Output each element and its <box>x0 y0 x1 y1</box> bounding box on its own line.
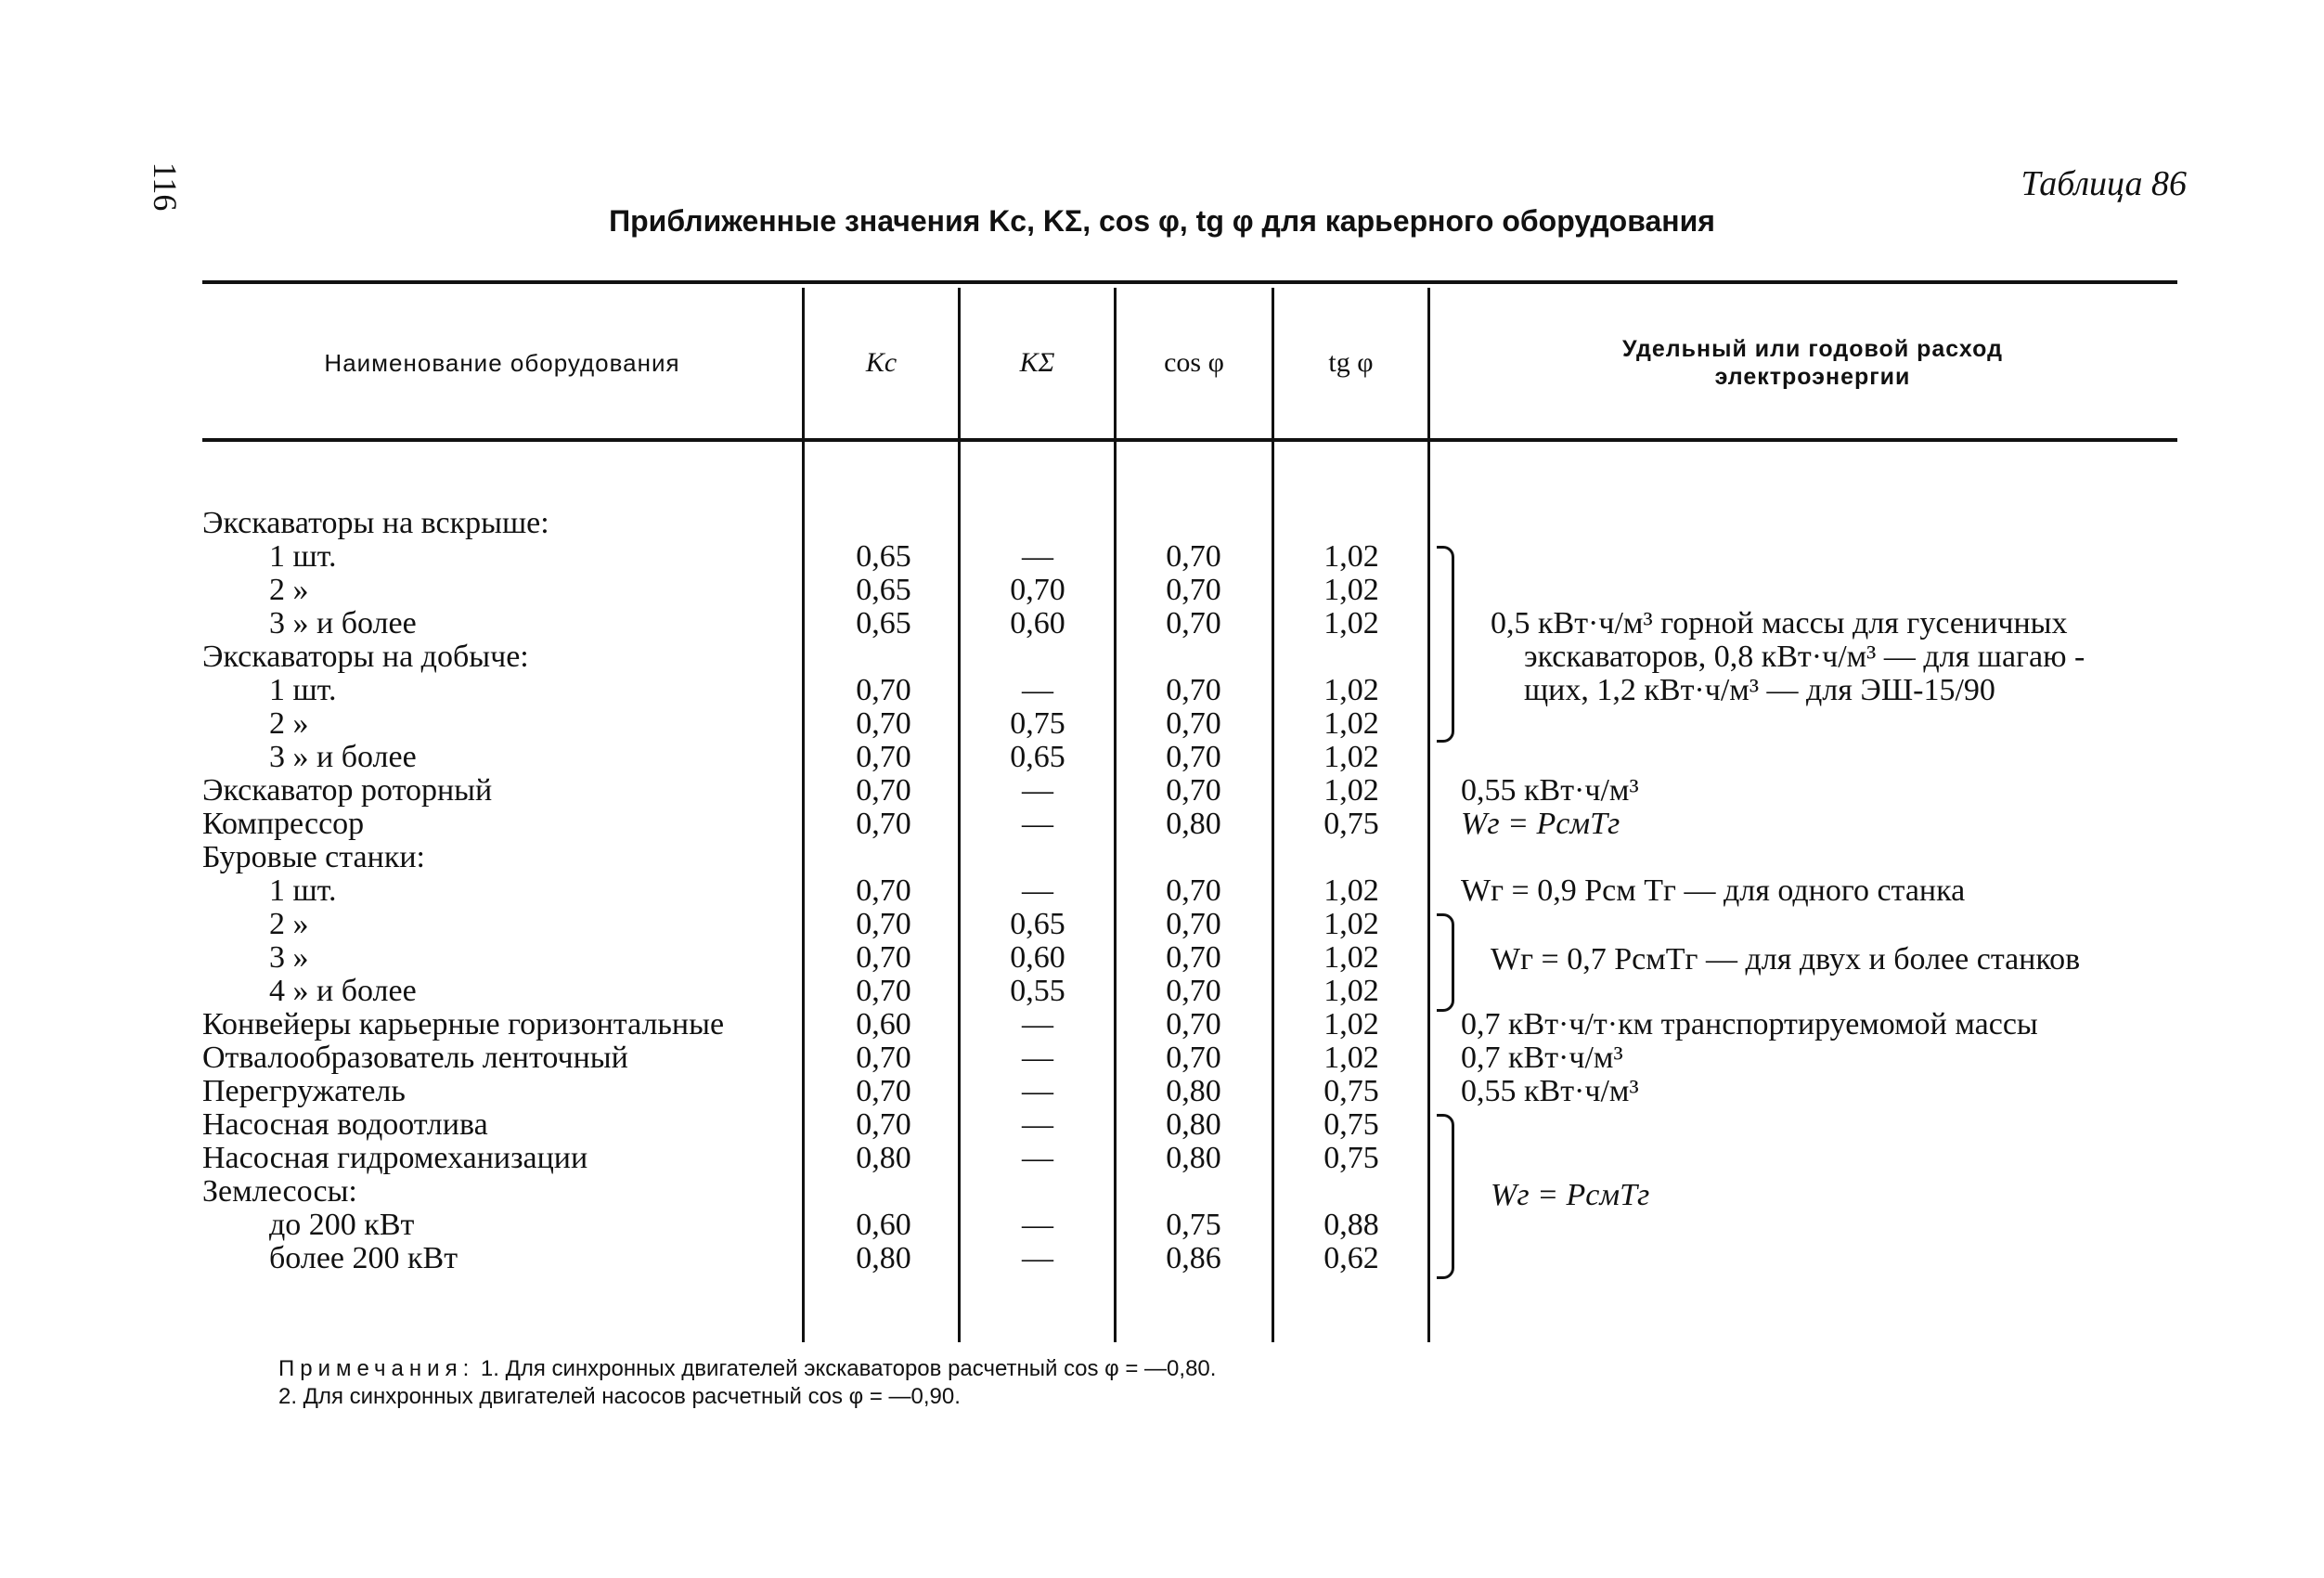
equipment-name: 2 » <box>269 907 309 941</box>
note-1-text: 1. Для синхронных двигателей экскаваторов расчетный cos φ = —0,80. <box>480 1356 1217 1381</box>
tg-value: 0,75 <box>1323 1074 1379 1108</box>
ks-value: — <box>1022 1107 1053 1142</box>
equipment-name: Насосная водоотлива <box>202 1107 488 1142</box>
kc-value: 0,70 <box>856 807 911 841</box>
tg-value: 1,02 <box>1323 706 1379 741</box>
header-kc <box>805 286 958 440</box>
header-ks <box>961 286 1114 440</box>
table-row <box>0 507 2324 540</box>
header-tg <box>1274 286 1427 440</box>
cos-value: 0,80 <box>1166 1107 1221 1142</box>
equipment-name: Конвейеры карьерные горизонтальные <box>202 1007 725 1041</box>
ks-value: — <box>1022 1141 1053 1175</box>
ks-value: — <box>1022 1241 1053 1275</box>
ks-value: — <box>1022 1208 1053 1242</box>
tg-value: 0,62 <box>1323 1241 1379 1275</box>
excavator-energy-line: экскаваторов, 0,8 кВт·ч/м³ — для шагаю - <box>1524 640 2085 674</box>
energy-note: 0,55 кВт·ч/м³ <box>1461 1074 1639 1108</box>
header-cos-text: cos φ <box>1164 347 1224 378</box>
table-row <box>0 707 2324 741</box>
table-row <box>0 841 2324 874</box>
equipment-name: более 200 кВт <box>269 1241 458 1275</box>
table-row <box>0 975 2324 1008</box>
equipment-name: 1 шт. <box>269 873 337 908</box>
equipment-name: Отвалообразователь ленточный <box>202 1041 628 1075</box>
header-energy <box>1448 286 2177 440</box>
energy-note: 0,7 кВт·ч/м³ <box>1461 1041 1623 1075</box>
table-row <box>0 1209 2324 1242</box>
ks-value: 0,60 <box>1010 606 1065 640</box>
table-row <box>0 908 2324 941</box>
cos-value: 0,70 <box>1166 873 1221 908</box>
kc-value: 0,65 <box>856 539 911 574</box>
table-notes <box>278 1355 1216 1411</box>
excavator-energy-line: 0,5 кВт·ч/м³ горной массы для гусеничных <box>1491 606 2068 640</box>
ks-value: 0,60 <box>1010 940 1065 975</box>
cos-value: 0,70 <box>1166 539 1221 574</box>
ks-value: 0,75 <box>1010 706 1065 741</box>
drills-energy-note: Wг = 0,7 PсмTг — для двух и более станков <box>1491 942 2081 977</box>
cos-value: 0,70 <box>1166 740 1221 774</box>
kc-value: 0,70 <box>856 706 911 741</box>
energy-note: 0,55 кВт·ч/м³ <box>1461 773 1639 808</box>
ks-value: — <box>1022 1041 1053 1075</box>
cos-value: 0,70 <box>1166 606 1221 640</box>
header-name <box>202 286 802 440</box>
table-top-rule <box>202 280 2177 284</box>
cos-value: 0,70 <box>1166 940 1221 975</box>
cos-value: 0,70 <box>1166 573 1221 607</box>
kc-value: 0,70 <box>856 907 911 941</box>
group-brace <box>1437 546 1454 743</box>
table-title: Приближенные значения Kс, KΣ, cos φ, tg φ для карьерного оборудования <box>609 204 1715 238</box>
ks-value: 0,65 <box>1010 907 1065 941</box>
table-row <box>0 540 2324 574</box>
cos-value: 0,80 <box>1166 1074 1221 1108</box>
equipment-name: Буровые станки: <box>202 840 425 874</box>
ks-value: — <box>1022 773 1053 808</box>
table-row <box>0 1008 2324 1041</box>
kc-value: 0,80 <box>856 1141 911 1175</box>
kc-value: 0,70 <box>856 773 911 808</box>
kc-value: 0,70 <box>856 873 911 908</box>
tg-value: 1,02 <box>1323 907 1379 941</box>
tg-value: 1,02 <box>1323 573 1379 607</box>
tg-value: 1,02 <box>1323 873 1379 908</box>
table-row <box>0 808 2324 841</box>
group-brace <box>1437 1114 1454 1279</box>
tg-value: 0,75 <box>1323 1141 1379 1175</box>
tg-value: 0,75 <box>1323 807 1379 841</box>
table-row <box>0 741 2324 774</box>
equipment-name: до 200 кВт <box>269 1208 415 1242</box>
equipment-name: 4 » и более <box>269 974 417 1008</box>
header-cos <box>1117 286 1272 440</box>
kc-value: 0,70 <box>856 740 911 774</box>
energy-note: 0,7 кВт·ч/т·км транспортируемомой массы <box>1461 1007 2038 1041</box>
tg-value: 1,02 <box>1323 773 1379 808</box>
tg-value: 1,02 <box>1323 740 1379 774</box>
tg-value: 1,02 <box>1323 673 1379 707</box>
kc-value: 0,65 <box>856 573 911 607</box>
equipment-name: Землесосы: <box>202 1174 357 1209</box>
energy-note: Wг = 0,9 Pсм Tг — для одного станка <box>1461 873 1966 908</box>
ks-value: 0,55 <box>1010 974 1065 1008</box>
kc-value: 0,70 <box>856 940 911 975</box>
cos-value: 0,70 <box>1166 773 1221 808</box>
kc-value: 0,80 <box>856 1241 911 1275</box>
note-line-1 <box>278 1355 1216 1383</box>
tg-value: 0,88 <box>1323 1208 1379 1242</box>
table-row <box>0 574 2324 607</box>
ks-value: 0,65 <box>1010 740 1065 774</box>
note-line-2: 2. Для синхронных двигателей насосов расчетный cos φ = —0,90. <box>278 1384 961 1409</box>
tg-value: 1,02 <box>1323 606 1379 640</box>
excavator-energy-note <box>1491 607 2085 707</box>
ks-value: — <box>1022 539 1053 574</box>
cos-value: 0,75 <box>1166 1208 1221 1242</box>
header-tg-text: tg φ <box>1328 347 1374 378</box>
table-row <box>0 1142 2324 1175</box>
equipment-name: 3 » <box>269 940 309 975</box>
cos-value: 0,70 <box>1166 706 1221 741</box>
cos-value: 0,80 <box>1166 1141 1221 1175</box>
table-row <box>0 774 2324 808</box>
kc-value: 0,60 <box>856 1007 911 1041</box>
tg-value: 1,02 <box>1323 1007 1379 1041</box>
energy-note: Wг = PсмTг <box>1461 807 1620 841</box>
cos-value: 0,80 <box>1166 807 1221 841</box>
kc-value: 0,70 <box>856 1041 911 1075</box>
cos-value: 0,70 <box>1166 1041 1221 1075</box>
equipment-name: Экскаватор роторный <box>202 773 493 808</box>
table-label: Таблица 86 <box>2021 164 2187 203</box>
equipment-name: 1 шт. <box>269 673 337 707</box>
ks-value: — <box>1022 673 1053 707</box>
cos-value: 0,86 <box>1166 1241 1221 1275</box>
equipment-name: Компрессор <box>202 807 365 841</box>
ks-value: 0,70 <box>1010 573 1065 607</box>
tg-value: 1,02 <box>1323 539 1379 574</box>
equipment-name: 2 » <box>269 573 309 607</box>
kc-value: 0,70 <box>856 1074 911 1108</box>
kc-value: 0,70 <box>856 974 911 1008</box>
table-row <box>0 1041 2324 1075</box>
kc-value: 0,65 <box>856 606 911 640</box>
pumps-energy-note: Wг = PсмTг <box>1491 1178 1650 1212</box>
equipment-name: 3 » и более <box>269 606 417 640</box>
header-name-text: Наименование оборудования <box>324 348 680 377</box>
ks-value: — <box>1022 1007 1053 1041</box>
header-kc-text: Kс <box>865 347 897 378</box>
page-number: 116 <box>147 162 184 212</box>
excavator-energy-line: щих, 1,2 кВт·ч/м³ — для ЭШ-15/90 <box>1524 673 1995 707</box>
equipment-name: Перегружатель <box>202 1074 406 1108</box>
equipment-name: 2 » <box>269 706 309 741</box>
table-row <box>0 1175 2324 1209</box>
table-row <box>0 1108 2324 1142</box>
kc-value: 0,70 <box>856 673 911 707</box>
tg-value: 1,02 <box>1323 974 1379 1008</box>
table-row <box>0 1075 2324 1108</box>
equipment-name: Насосная гидромеханизации <box>202 1141 588 1175</box>
ks-value: — <box>1022 1074 1053 1108</box>
equipment-name: Экскаваторы на вскрыше: <box>202 506 549 540</box>
notes-label: Примечания: <box>278 1356 475 1381</box>
equipment-name: 1 шт. <box>269 539 337 574</box>
ks-value: — <box>1022 807 1053 841</box>
ks-value: — <box>1022 873 1053 908</box>
table-row <box>0 874 2324 908</box>
equipment-name: Экскаваторы на добыче: <box>202 640 529 674</box>
tg-value: 0,75 <box>1323 1107 1379 1142</box>
cos-value: 0,70 <box>1166 1007 1221 1041</box>
cos-value: 0,70 <box>1166 974 1221 1008</box>
header-ks-text: KΣ <box>1019 347 1055 378</box>
equipment-name: 3 » и более <box>269 740 417 774</box>
cos-value: 0,70 <box>1166 907 1221 941</box>
table-row <box>0 1242 2324 1275</box>
tg-value: 1,02 <box>1323 1041 1379 1075</box>
kc-value: 0,60 <box>856 1208 911 1242</box>
header-energy-text: Удельный или годовой расход электроэнергии <box>1622 336 2003 390</box>
kc-value: 0,70 <box>856 1107 911 1142</box>
tg-value: 1,02 <box>1323 940 1379 975</box>
cos-value: 0,70 <box>1166 673 1221 707</box>
group-brace <box>1437 913 1454 1012</box>
